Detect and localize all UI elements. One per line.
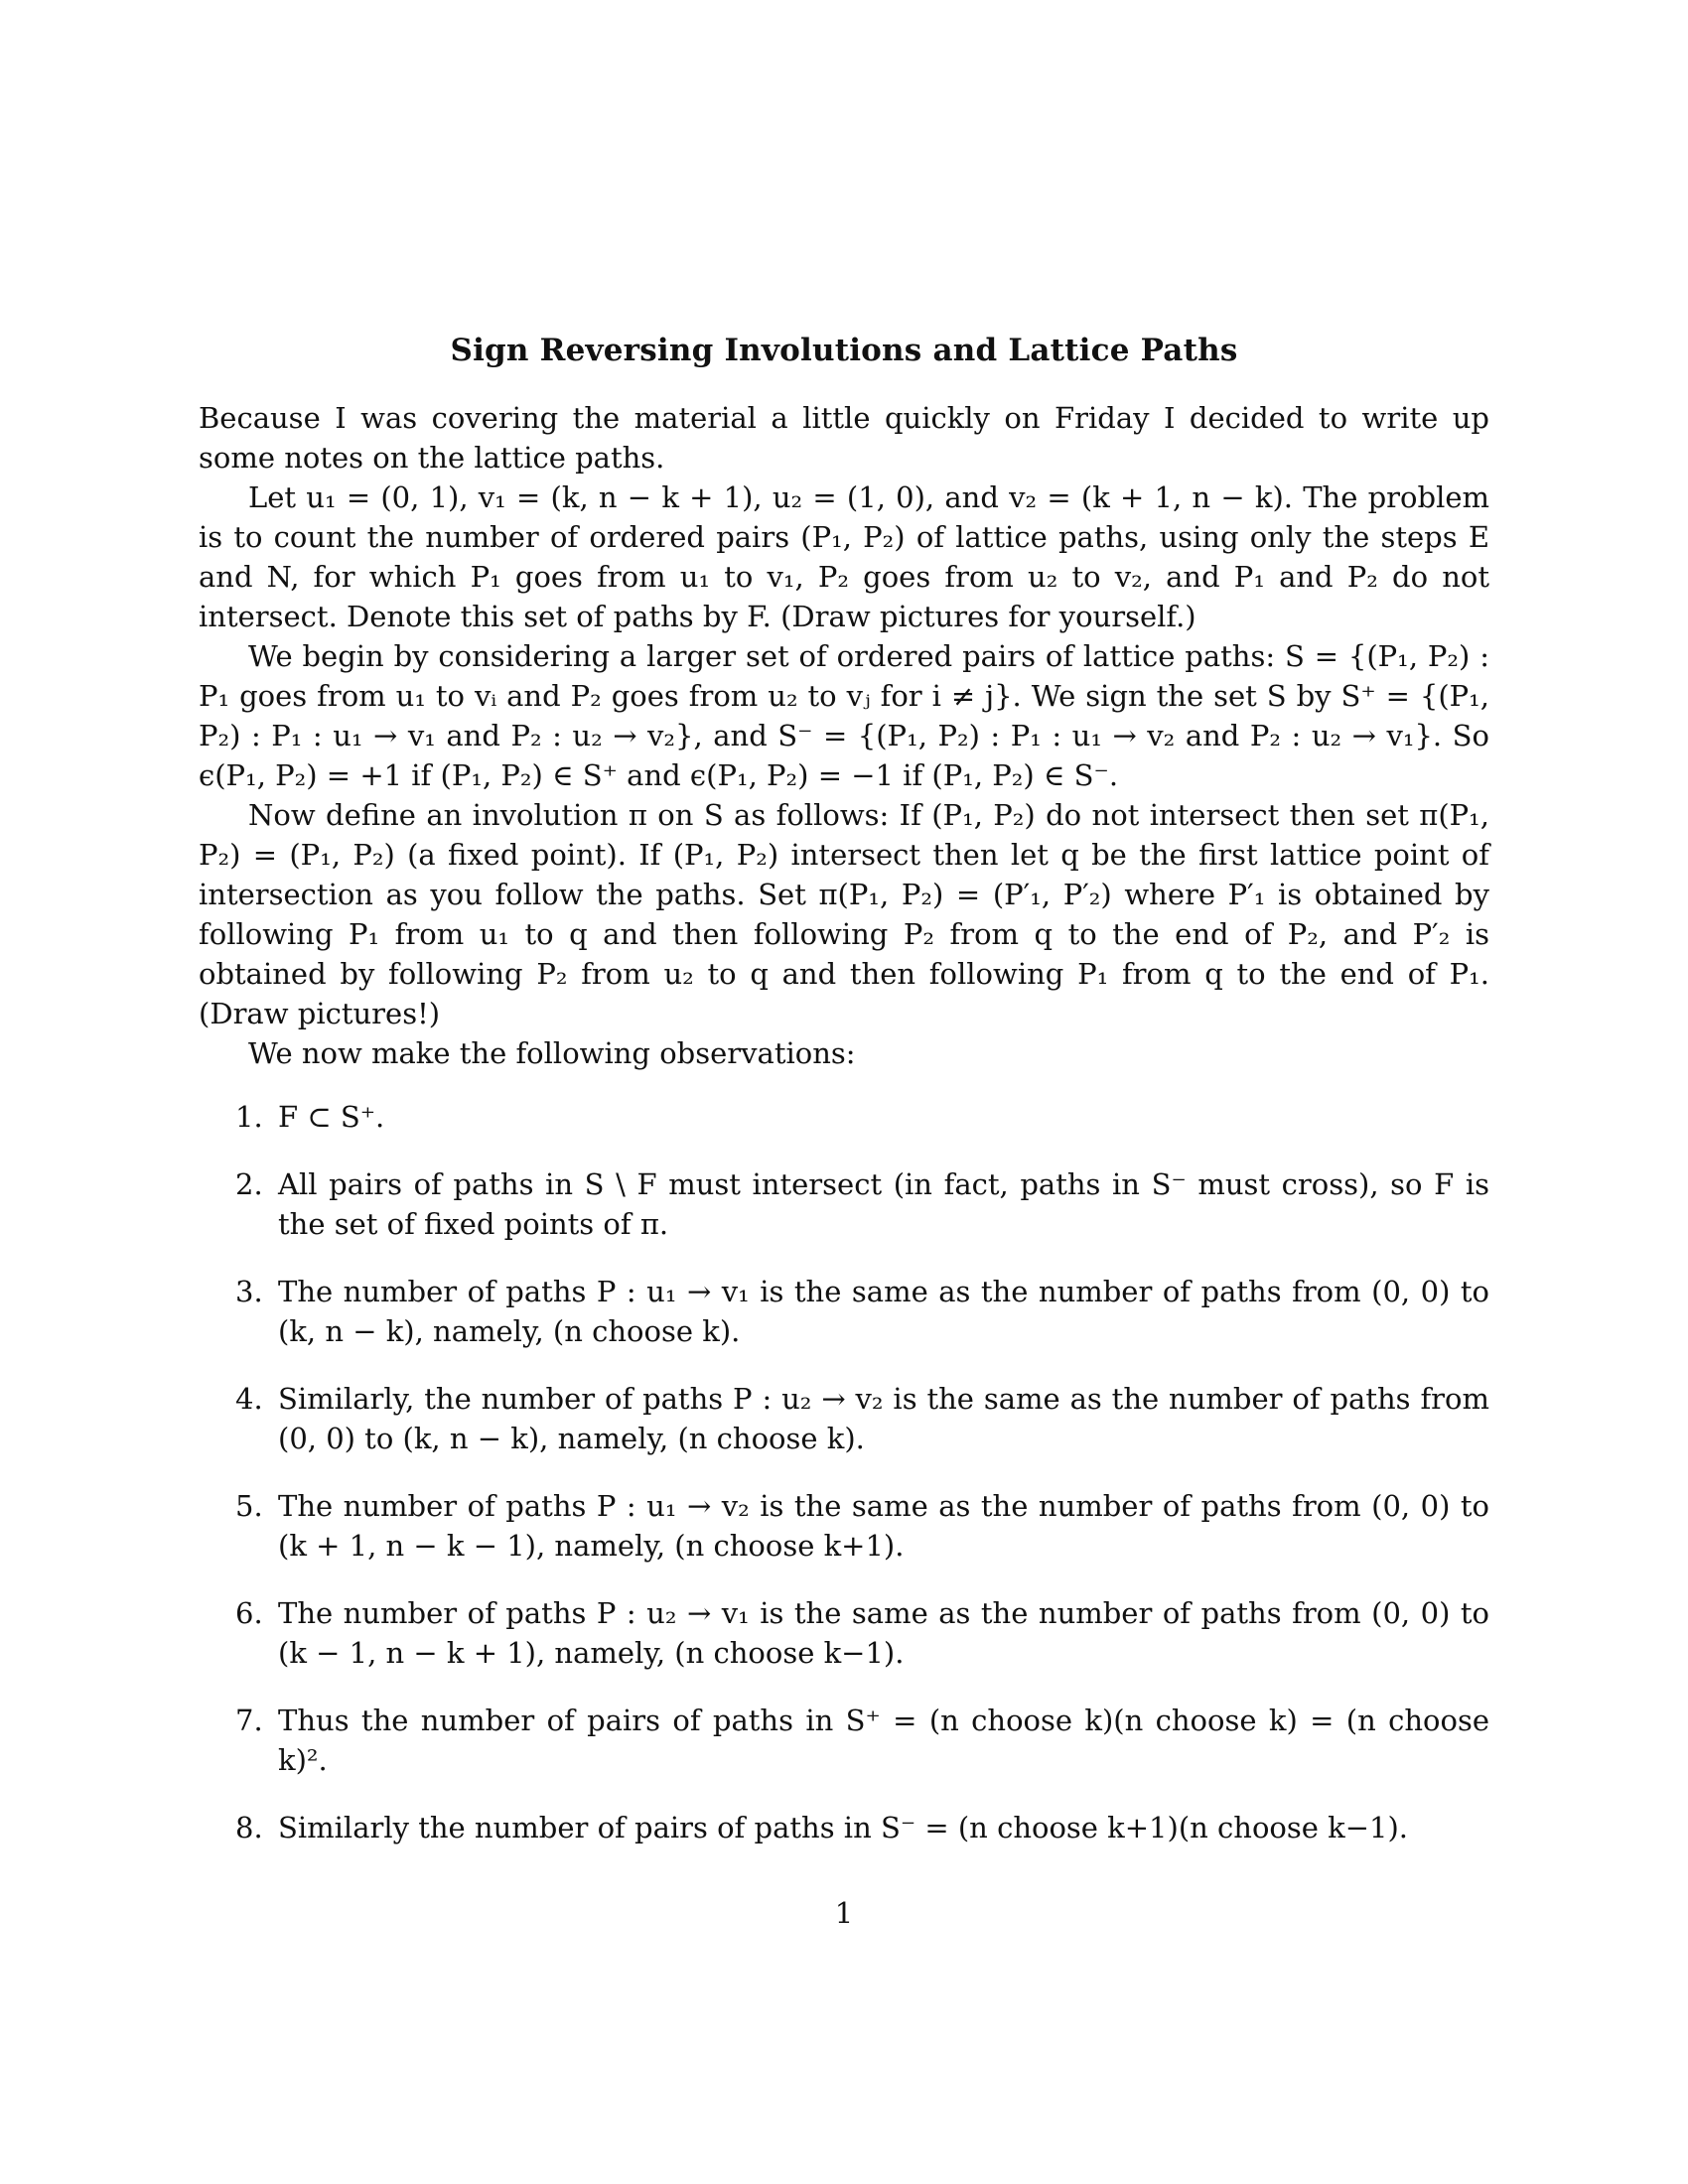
list-item [199, 1486, 1489, 1566]
list-item-text: The number of paths P : u₁ → v₂ is the same as the number of paths from (0, 0) to (k + 1, n − k − 1), namely, (n choose k+1). [278, 1489, 1489, 1563]
paragraph-observations-intro: We now make the following observations: [248, 1036, 856, 1070]
list-item [199, 1164, 1489, 1244]
list-item-text: Similarly the number of pairs of paths in S⁻ = (n choose k+1)(n choose k−1). [278, 1811, 1408, 1844]
list-item-number: 8. [235, 1811, 263, 1844]
list-item-text: The number of paths P : u₁ → v₁ is the same as the number of paths from (0, 0) to (k, n − k), namely, (n choose k). [278, 1275, 1489, 1348]
list-item-number: 5. [235, 1489, 263, 1523]
list-item-number: 1. [235, 1100, 263, 1134]
list-item [199, 1379, 1489, 1458]
list-item-number: 7. [235, 1704, 263, 1737]
observations-list [199, 1097, 1489, 1847]
list-item [199, 1593, 1489, 1673]
list-item-text: The number of paths P : u₂ → v₁ is the same as the number of paths from (0, 0) to (k − 1, n − k + 1), namely, (n choose k−1). [278, 1596, 1489, 1670]
paragraph-intro: Because I was covering the material a little quickly on Friday I decided to write up some notes on the lattice paths. [199, 401, 1489, 475]
list-item [199, 1701, 1489, 1780]
list-item-text: Similarly, the number of paths P : u₂ → v₂ is the same as the number of paths from (0, 0) to (k, n − k), namely, (n choose k). [278, 1382, 1489, 1455]
list-item [199, 1272, 1489, 1351]
paragraph-involution: Now define an involution π on S as follows: If (P₁, P₂) do not intersect then set π(P₁, P₂) = (P₁, P₂) (a fixed point). If (P₁, P₂) intersect then let q be the first lattice point of intersection as you follow the paths. Set π(P₁, P₂) = (P′₁, P′₂) where P′₁ is obtained by following P₁ from u₁ to q and then following P₂ from q to the end of P₂, and P′₂ is obtained by following P₂ from u₂ to q and then following P₁ from q to the end of P₁. (Draw pictures!) [199, 798, 1489, 1030]
paragraph-signed-set: We begin by considering a larger set of ordered pairs of lattice paths: S = {(P₁, P₂) : P₁ goes from u₁ to vᵢ and P₂ goes from u₂ to vⱼ for i ≠ j}. We sign the set S by S⁺ = {(P₁, P₂) : P₁ : u₁ → v₁ and P₂ : u₂ → v₂}, and S⁻ = {(P₁, P₂) : P₁ : u₁ → v₂ and P₂ : u₂ → v₁}. So ϵ(P₁, P₂) = +1 if (P₁, P₂) ∈ S⁺ and ϵ(P₁, P₂) = −1 if (P₁, P₂) ∈ S⁻. [199, 639, 1489, 792]
paragraph-problem: Let u₁ = (0, 1), v₁ = (k, n − k + 1), u₂ = (1, 0), and v₂ = (k + 1, n − k). The problem is to count the number of ordered pairs (P₁, P₂) of lattice paths, using only the steps E and N, for which P₁ goes from u₁ to v₁, P₂ goes from u₂ to v₂, and P₁ and P₂ do not intersect. Denote this set of paths by F. (Draw pictures for yourself.) [199, 480, 1489, 633]
list-item-text: F ⊂ S⁺. [278, 1100, 385, 1134]
document-page [199, 333, 1489, 1875]
list-item-number: 4. [235, 1382, 263, 1416]
list-item-number: 6. [235, 1596, 263, 1630]
list-item-number: 3. [235, 1275, 263, 1308]
list-item-text: Thus the number of pairs of paths in S⁺ = (n choose k)(n choose k) = (n choose k)². [278, 1704, 1489, 1777]
page-number: 1 [834, 1896, 854, 1930]
list-item [199, 1097, 1489, 1137]
list-item-text: All pairs of paths in S \ F must intersect (in fact, paths in S⁻ must cross), so F is the set of fixed points of π. [278, 1167, 1489, 1241]
list-item-number: 2. [235, 1167, 263, 1201]
document-title: Sign Reversing Involutions and Lattice Paths [450, 333, 1238, 368]
list-item [199, 1808, 1489, 1847]
